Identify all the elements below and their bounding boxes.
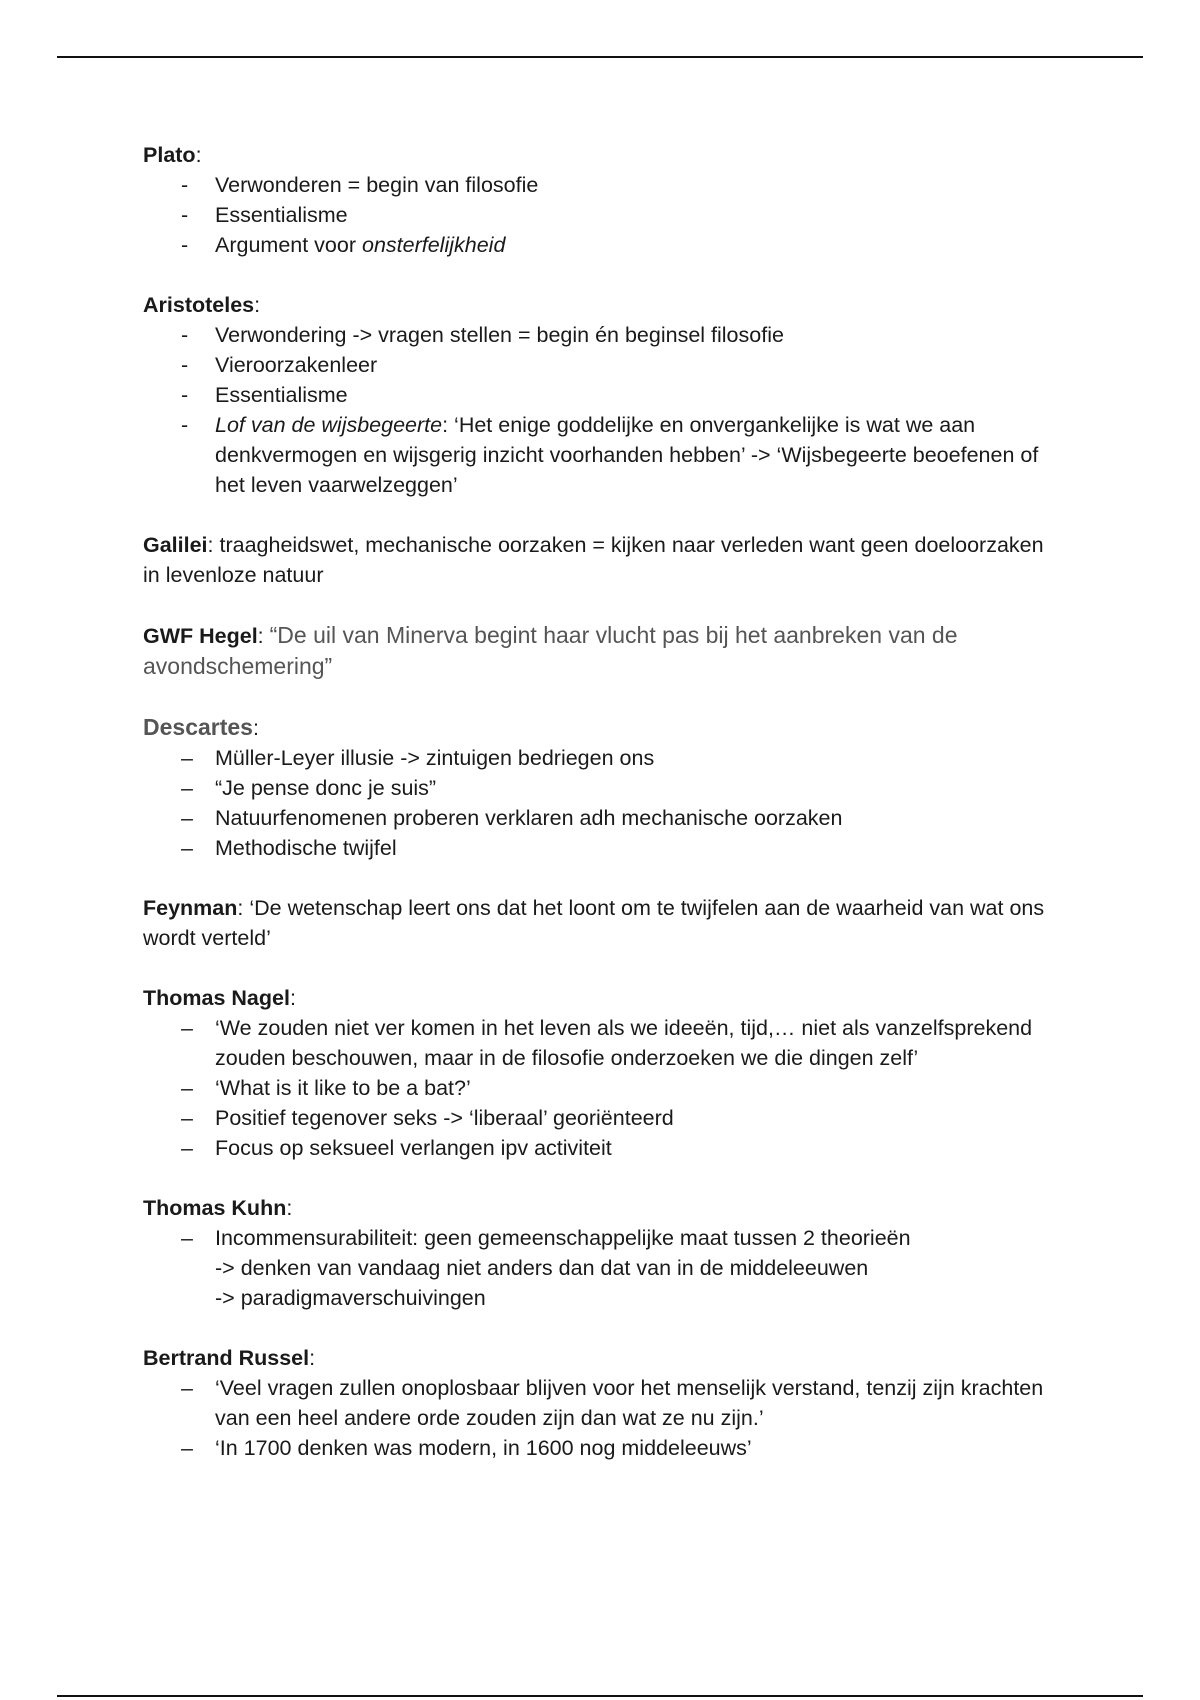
- bullet-list: [143, 743, 1063, 863]
- list-item: – Positief tegenover seks -> ‘liberaal’ georiënteerd: [181, 1106, 674, 1130]
- document-body: [143, 140, 1063, 1493]
- section-heading: Descartes:: [143, 714, 259, 740]
- list-item: - Essentialisme: [181, 383, 348, 407]
- bottom-rule: [57, 1695, 1143, 1697]
- section-hegel: GWF Hegel: “De uil van Minerva begint haar vlucht pas bij het aanbreken van de avondschemering”: [143, 622, 958, 679]
- list-item: – “Je pense donc je suis”: [181, 776, 437, 800]
- section-nagel: [143, 983, 1063, 1163]
- list-item: – Müller-Leyer illusie -> zintuigen bedriegen ons: [181, 746, 655, 770]
- list-item: – Focus op seksueel verlangen ipv activiteit: [181, 1136, 612, 1160]
- section-kuhn: [143, 1193, 1063, 1313]
- list-item: - Argument voor onsterfelijkheid: [181, 233, 506, 257]
- section-russel: [143, 1343, 1063, 1463]
- bullet-list: [143, 1373, 1063, 1463]
- section-heading: Plato:: [143, 143, 202, 167]
- list-item: – Incommensurabiliteit: geen gemeenschappelijke maat tussen 2 theorieën -> denken van vandaag niet anders dan dat van in de middeleeuwen -> paradigmaverschuivingen: [181, 1226, 911, 1310]
- section-aristoteles: [143, 290, 1063, 500]
- section-heading: Aristoteles:: [143, 293, 261, 317]
- bullet-list: [143, 1013, 1063, 1163]
- section-galilei: Galilei: traagheidswet, mechanische oorzaken = kijken naar verleden want geen doeloorzaken in levenloze natuur: [143, 533, 1044, 587]
- section-heading: Thomas Kuhn:: [143, 1196, 293, 1220]
- list-item: – ‘Veel vragen zullen onoplosbaar blijven voor het menselijk verstand, tenzij zijn krachten van een heel andere orde zouden zijn dan wat ze nu zijn.’: [181, 1376, 1044, 1430]
- section-plato: [143, 140, 1063, 260]
- section-feynman: Feynman: ‘De wetenschap leert ons dat het loont om te twijfelen aan de waarheid van wat ons wordt verteld’: [143, 896, 1045, 950]
- section-heading: Thomas Nagel:: [143, 986, 296, 1010]
- list-item: - Essentialisme: [181, 203, 348, 227]
- top-rule: [57, 56, 1143, 58]
- bullet-list: [143, 320, 1063, 500]
- list-item: - Verwondering -> vragen stellen = begin én beginsel filosofie: [181, 323, 784, 347]
- section-descartes: [143, 712, 1063, 863]
- list-item: – ‘We zouden niet ver komen in het leven als we ideeën, tijd,… niet als vanzelfsprekend zouden beschouwen, maar in de filosofie onderzoeken we die dingen zelf’: [181, 1016, 1033, 1070]
- list-item: - Verwonderen = begin van filosofie: [181, 173, 539, 197]
- list-item: - Lof van de wijsbegeerte: ‘Het enige goddelijke en onvergankelijke is wat we aan denkvermogen en wijsgerig inzicht voorhanden hebben’ -> ‘Wijsbegeerte beoefenen of het leven vaarwelzeggen’: [181, 413, 1039, 497]
- list-item: – ‘What is it like to be a bat?’: [181, 1076, 471, 1100]
- list-item: – Natuurfenomenen proberen verklaren adh mechanische oorzaken: [181, 806, 843, 830]
- bullet-list: [143, 170, 1063, 260]
- list-item: – Methodische twijfel: [181, 836, 397, 860]
- section-heading: Bertrand Russel:: [143, 1346, 316, 1370]
- list-item: – ‘In 1700 denken was modern, in 1600 nog middeleeuws’: [181, 1436, 752, 1460]
- bullet-list: [143, 1223, 1063, 1313]
- list-item: - Vieroorzakenleer: [181, 353, 378, 377]
